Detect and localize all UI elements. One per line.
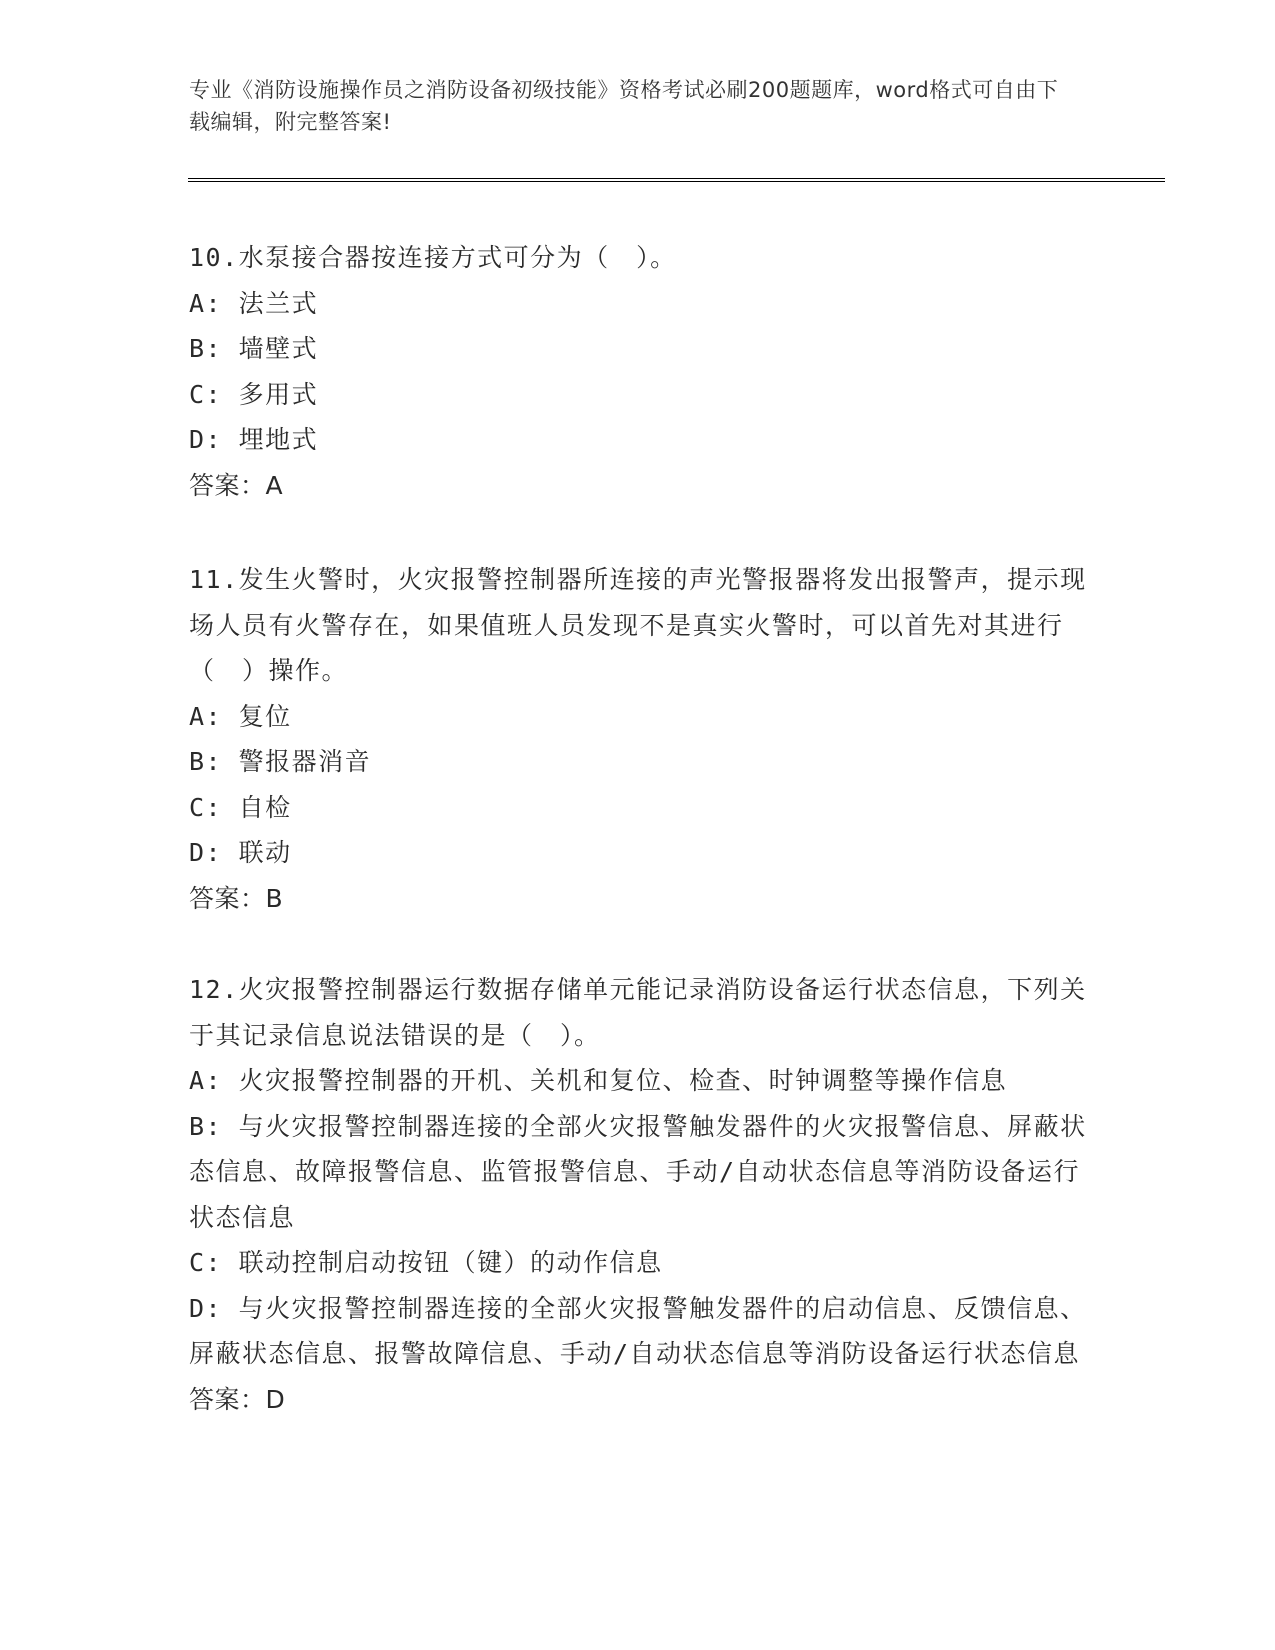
option-b: B: 墙壁式 <box>189 334 319 363</box>
option-d: D: 联动 <box>189 838 292 867</box>
option-b: B: 与火灾报警控制器连接的全部火灾报警触发器件的火灾报警信息、屏蔽状态信息、故障报警信息、监管报警信息、手动/自动状态信息等消防设备运行状态信息 <box>189 1111 1087 1232</box>
question-11 <box>189 557 1089 921</box>
option-d: D: 埋地式 <box>189 425 319 454</box>
question-stem: 10.水泵接合器按连接方式可分为（ ）。 <box>189 243 677 272</box>
page-header-text: 专业《消防设施操作员之消防设备初级技能》资格考试必刷200题题库，word格式可自由下载编辑，附完整答案! <box>189 78 1059 134</box>
question-stem: 12.火灾报警控制器运行数据存储单元能记录消防设备运行状态信息，下列关于其记录信息说法错误的是（ ）。 <box>189 975 1087 1050</box>
question-12 <box>189 967 1089 1422</box>
header-double-rule <box>188 178 1165 182</box>
option-b: B: 警报器消音 <box>189 747 372 776</box>
option-a: A: 复位 <box>189 701 292 731</box>
question-10 <box>189 235 1089 508</box>
answer-line: 答案：B <box>189 883 284 913</box>
option-a: A: 火灾报警控制器的开机、关机和复位、检查、时钟调整等操作信息 <box>189 1066 1008 1095</box>
answer-line: 答案：D <box>189 1384 286 1414</box>
option-c: C: 自检 <box>189 792 292 822</box>
question-stem: 11.发生火警时，火灾报警控制器所连接的声光警报器将发出报警声，提示现场人员有火警存在，如果值班人员发现不是真实火警时，可以首先对其进行（ ）操作。 <box>189 565 1087 685</box>
option-c: C: 联动控制启动按钮（键）的动作信息 <box>189 1248 663 1277</box>
option-a: A: 法兰式 <box>189 288 319 318</box>
option-d: D: 与火灾报警控制器连接的全部火灾报警触发器件的启动信息、反馈信息、屏蔽状态信息、报警故障信息、手动/自动状态信息等消防设备运行状态信息 <box>189 1293 1087 1368</box>
answer-line: 答案：A <box>189 470 284 500</box>
option-c: C: 多用式 <box>189 379 319 409</box>
